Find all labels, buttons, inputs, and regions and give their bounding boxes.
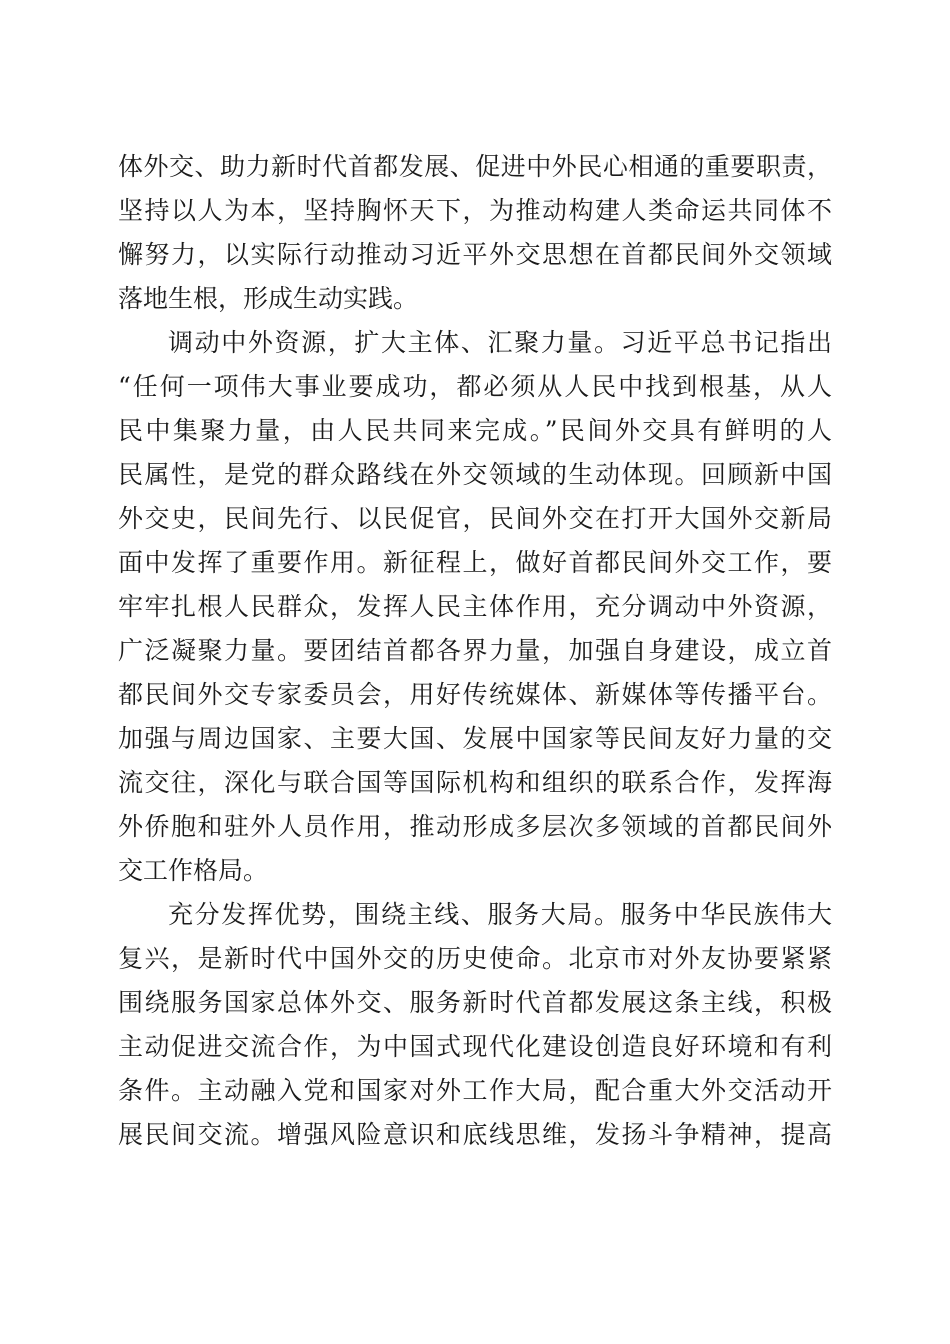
text-line: 围绕服务国家总体外交、服务新时代首都发展这条主线，积极 — [118, 988, 832, 1017]
paragraph-first-line: 调动中外资源，扩大主体、汇聚力量。习近平总书记指出 — [168, 328, 832, 357]
text-line: 面中发挥了重要作用。新征程上，做好首都民间外交工作，要 — [118, 548, 832, 577]
paragraph-first-line: 充分发挥优势，围绕主线、服务大局。服务中华民族伟大 — [168, 900, 832, 929]
text-line: 坚持以人为本，坚持胸怀天下，为推动构建人类命运共同体不 — [118, 196, 832, 225]
text-line: 都民间外交专家委员会，用好传统媒体、新媒体等传播平台。 — [118, 680, 832, 709]
text-line: 外侨胞和驻外人员作用，推动形成多层次多领域的首都民间外 — [118, 812, 832, 841]
text-line: 外交史，民间先行、以民促官，民间外交在打开大国外交新局 — [118, 504, 832, 533]
text-line: 条件。主动融入党和国家对外工作大局，配合重大外交活动开 — [118, 1076, 832, 1105]
text-line: 民属性，是党的群众路线在外交领域的生动体现。回顾新中国 — [118, 460, 832, 489]
text-line: 展民间交流。增强风险意识和底线思维，发扬斗争精神，提高 — [118, 1120, 832, 1149]
text-line: 懈努力，以实际行动推动习近平外交思想在首都民间外交领域 — [118, 240, 832, 269]
text-line: 加强与周边国家、主要大国、发展中国家等民间友好力量的交 — [118, 724, 832, 753]
text-line: 牢牢扎根人民群众，发挥人民主体作用，充分调动中外资源， — [118, 592, 832, 621]
text-line: 复兴，是新时代中国外交的历史使命。北京市对外友协要紧紧 — [118, 944, 832, 973]
text-line: 广泛凝聚力量。要团结首都各界力量，加强自身建设，成立首 — [118, 636, 832, 665]
text-line: 流交往，深化与联合国等国际机构和组织的联系合作，发挥海 — [118, 768, 832, 797]
text-line: 民中集聚力量，由人民共同来完成。”民间外交具有鲜明的人 — [118, 416, 832, 445]
text-line: 交工作格局。 — [118, 856, 269, 885]
text-line: 落地生根，形成生动实践。 — [118, 284, 419, 313]
text-line: “任何一项伟大事业要成功，都必须从人民中找到根基，从人 — [118, 372, 832, 401]
text-line: 主动促进交流合作，为中国式现代化建设创造良好环境和有利 — [118, 1032, 832, 1061]
text-line: 体外交、助力新时代首都发展、促进中外民心相通的重要职责， — [118, 152, 832, 181]
